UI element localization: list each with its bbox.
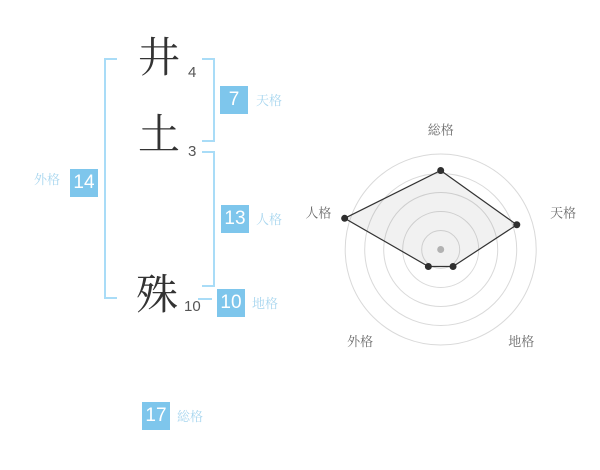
radar-data-point	[513, 221, 520, 228]
kanji-char-2: 土	[138, 111, 181, 158]
chikaku-label: 地格	[252, 296, 279, 311]
stroke-count-2: 3	[188, 143, 197, 160]
tenkaku-bracket	[202, 58, 215, 142]
jinkaku-value-box: 13	[221, 205, 249, 233]
stroke-count-1: 4	[188, 64, 197, 81]
gaikaku-value-box: 14	[70, 169, 98, 197]
chikaku-tick	[198, 298, 212, 300]
kanji-char-1: 井	[138, 34, 181, 81]
radar-axis-label: 地格	[508, 333, 535, 349]
gaikaku-label: 外格	[34, 172, 61, 187]
stroke-count-3: 10	[184, 298, 201, 315]
radar-data-point	[425, 263, 432, 270]
radar-chart	[295, 105, 595, 365]
radar-data-point	[341, 215, 348, 222]
jinkaku-bracket	[202, 151, 215, 287]
radar-axis-label: 人格	[305, 205, 332, 221]
soukaku-label: 総格	[177, 409, 204, 424]
radar-data-point	[437, 167, 444, 174]
jinkaku-label: 人格	[256, 212, 283, 227]
radar-axis-label: 総格	[427, 122, 454, 138]
gaikaku-bracket	[104, 58, 117, 299]
tenkaku-value-box: 7	[220, 86, 248, 114]
radar-axis-label: 天格	[550, 205, 577, 221]
soukaku-value-box: 17	[142, 402, 170, 430]
radar-data-point	[450, 263, 457, 270]
radar-axis-label: 外格	[347, 333, 374, 349]
kanji-char-3: 殊	[136, 271, 179, 318]
tenkaku-label: 天格	[256, 93, 283, 108]
chikaku-value-box: 10	[217, 289, 245, 317]
